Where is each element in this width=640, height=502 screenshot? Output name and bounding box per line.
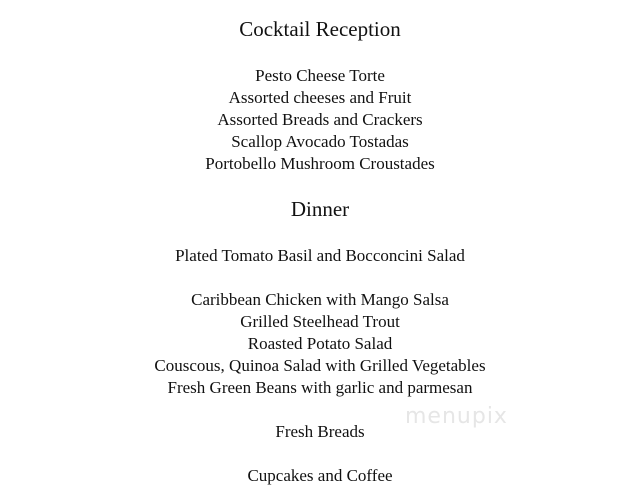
salad-item: Plated Tomato Basil and Bocconcini Salad [175, 246, 465, 265]
menupix-watermark: menupix [405, 404, 508, 429]
dinner-item: Caribbean Chicken with Mango Salsa [191, 290, 449, 309]
cocktail-item: Assorted cheeses and Fruit [228, 88, 412, 107]
cocktail-item: Portobello Mushroom Croustades [205, 154, 435, 173]
cocktail-item: Scallop Avocado Tostadas [231, 132, 409, 151]
dinner-heading: Dinner [290, 197, 350, 221]
cocktail-item: Pesto Cheese Torte [255, 66, 385, 85]
cocktail-item: Assorted Breads and Crackers [217, 110, 423, 129]
cocktail-reception-heading: Cocktail Reception [239, 17, 401, 41]
dessert-item: Cupcakes and Coffee [247, 466, 393, 485]
dinner-item: Grilled Steelhead Trout [240, 312, 400, 331]
dinner-item: Roasted Potato Salad [247, 334, 393, 353]
breads-item: Fresh Breads [275, 422, 365, 441]
dinner-item: Fresh Green Beans with garlic and parmesan [167, 378, 473, 397]
dinner-item: Couscous, Quinoa Salad with Grilled Vegetables [154, 356, 486, 375]
